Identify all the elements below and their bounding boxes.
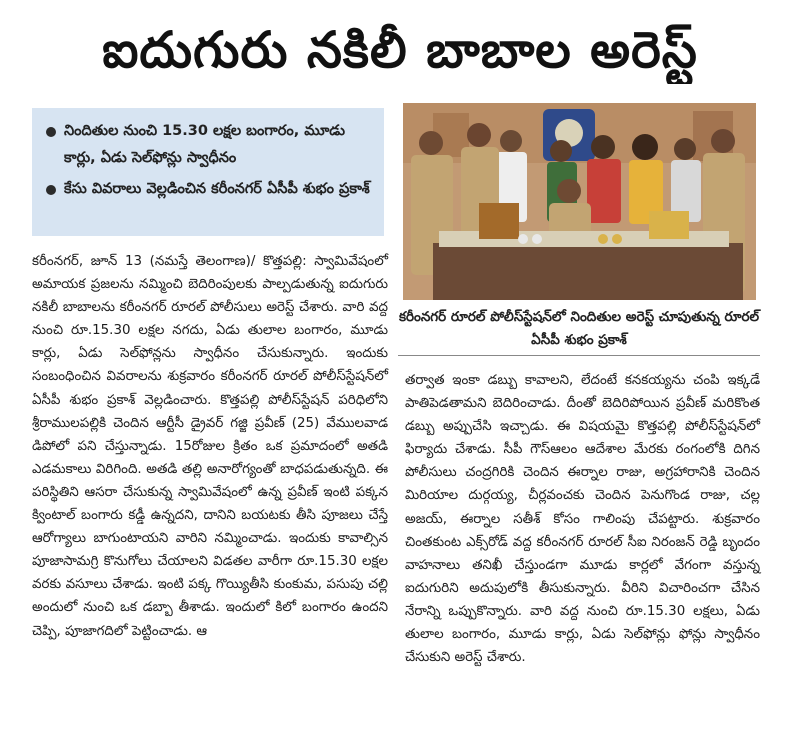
- highlight-item: [46, 176, 372, 203]
- bullet-icon: [46, 185, 56, 195]
- highlight-item: [46, 118, 372, 172]
- article-paragraph: తర్వాత ఇంకా డబ్బు కావాలని, లేదంటే కనకయ్యను చంపి ఇక్కడే పాతిపెడతామని బెదిరించాడు. దీంతో బెదిరిపోయిన ప్రవీణ్ మరికొంత డబ్బు అప్పుచేసి ఇచ్చాడు. ఈ విషయమై కొత్తపల్లి పోలీస్‌స్టేషన్‌లో ఫిర్యాదు చేశాడు. సీపీ గౌస్‌ఆలం ఆదేశాల మేరకు రంగంలోకి దిగిన పోలీసులు చంద్రగిరికి చెందిన ఈర్నాల రాజు, అగ్రహారానికి చెందిన మిరియాల దుర్గయ్య, చీర్లవంచకు చెందిన పెనుగొండ రాజు, చల్ల అజయ్, ఈర్నాల సతీశ్ కోసం గాలింపు చేపట్టారు. శుక్రవారం చింతకుంట ఎక్స్‌రోడ్ వద్ద కరీంనగర్ రూరల్ సీఐ నిరంజన్ రెడ్డి బృందం వాహనాలు తనిఖీ చేస్తుండగా మూడు కార్లలో వేగంగా వస్తున్న ఐదుగురిని అదుపులోకి తీసుకున్నారు. వీరిని విచారించగా చేసిన నేరాన్ని ఒప్పుకొన్నారు. వారి వద్ద నుంచి రూ.15.30 లక్షలు, ఏడు తులాల బంగారం, మూడు కార్లు, ఏడు సెల్‌ఫోన్లు ఫోన్లు స్వాధీనం చేసుకుని అరెస్ట్ చేశారు.: [405, 373, 760, 666]
- bullet-icon: [46, 127, 56, 137]
- highlight-text: కేసు వివరాలు వెల్లడించిన కరీంనగర్ ఏసీపీ శుభం ప్రకాశ్: [64, 181, 370, 197]
- highlight-text: నిందితుల నుంచి 15.30 లక్షల బంగారం, మూడు కార్లు, ఏడు సెల్‌ఫోన్లు స్వాధీనం: [64, 123, 346, 166]
- photo-police-press-meet-icon: [403, 103, 756, 300]
- photo-caption: కరీంనగర్ రూరల్ పోలీస్‌స్టేషన్‌లో నిందితుల అరెస్ట్ చూపుతున్న రూరల్ ఏసీపీ శుభం ప్రకాశ్: [398, 300, 760, 356]
- news-photo: [403, 103, 756, 300]
- article-column-right: [405, 369, 760, 669]
- article-paragraph: కరీంనగర్, జూన్ 13 (నమస్తే తెలంగాణ)/ కొత్తపల్లి: స్వామివేషంలో అమాయక ప్రజలను నమ్మించి బెదిరింపులకు పాల్పడుతున్న ఐదుగురు నకిలీ బాబాలను కరీంనగర్ రూరల్ పోలీసులు అరెస్ట్ చేశారు. వారి వద్ద నుంచి రూ.15.30 లక్షల నగదు, ఏడు తులాల బంగారం, మూడు కార్లు, ఏడు సెల్‌ఫోన్లను స్వాధీనం చేసుకున్నారు. ఇందుకు సంబంధించిన వివరాలను శుక్రవారం కరీంనగర్ రూరల్ పోలీస్‌స్టేషన్‌లో ఏసీపీ శుభం ప్రకాశ్ వెల్లడించారు. కొత్తపల్లి పోలీస్‌స్టేషన్ పరిధిలోని శ్రీరాములపల్లికి చెందిన ఆర్టీసీ డ్రైవర్ గజ్జి ప్రవీణ్ (25) వేములవాడ డిపోలో పని చేస్తున్నాడు. 15రోజుల క్రితం ఒక ప్రమాదంలో అతడి ఎడమకాలు విరిగింది. అతడి తల్లి అనారోగ్యంతో బాధపడుతున్నది. ఈ పరిస్థితిని ఆసరా చేసుకున్న స్వామివేషంలో ఉన్న ప్రవీణ్ ఇంటి పక్కన క్వింటాల్ బంగారు కడ్డీ ఉన్నదని, దానిని బయటకు తీసి పూజలు చేస్తే ఆరోగ్యాలు బాగుంటాయని వారిని నమ్మించాడు. ఇందుకు కావాల్సిన పూజాసామగ్రి కొనుగోలు చేయాలని విడతల వారీగా రూ.15.30 లక్షల వరకు వసూలు చేశాడు. ఇంటి పక్క గొయ్యితీసి కుంకుమ, పసుపు చల్లి అందులో నుంచి ఒక డబ్బా తీశాడు. ఇందులో కిలో బంగారం ఉందని చెప్పి, పూజాగదిలో పెట్టించాడు. ఆ: [32, 254, 388, 639]
- headline: ఐదుగురు నకిలీ బాబాల అరెస్ట్: [102, 21, 698, 79]
- highlight-box: [32, 108, 384, 236]
- article-column-left: [32, 250, 388, 643]
